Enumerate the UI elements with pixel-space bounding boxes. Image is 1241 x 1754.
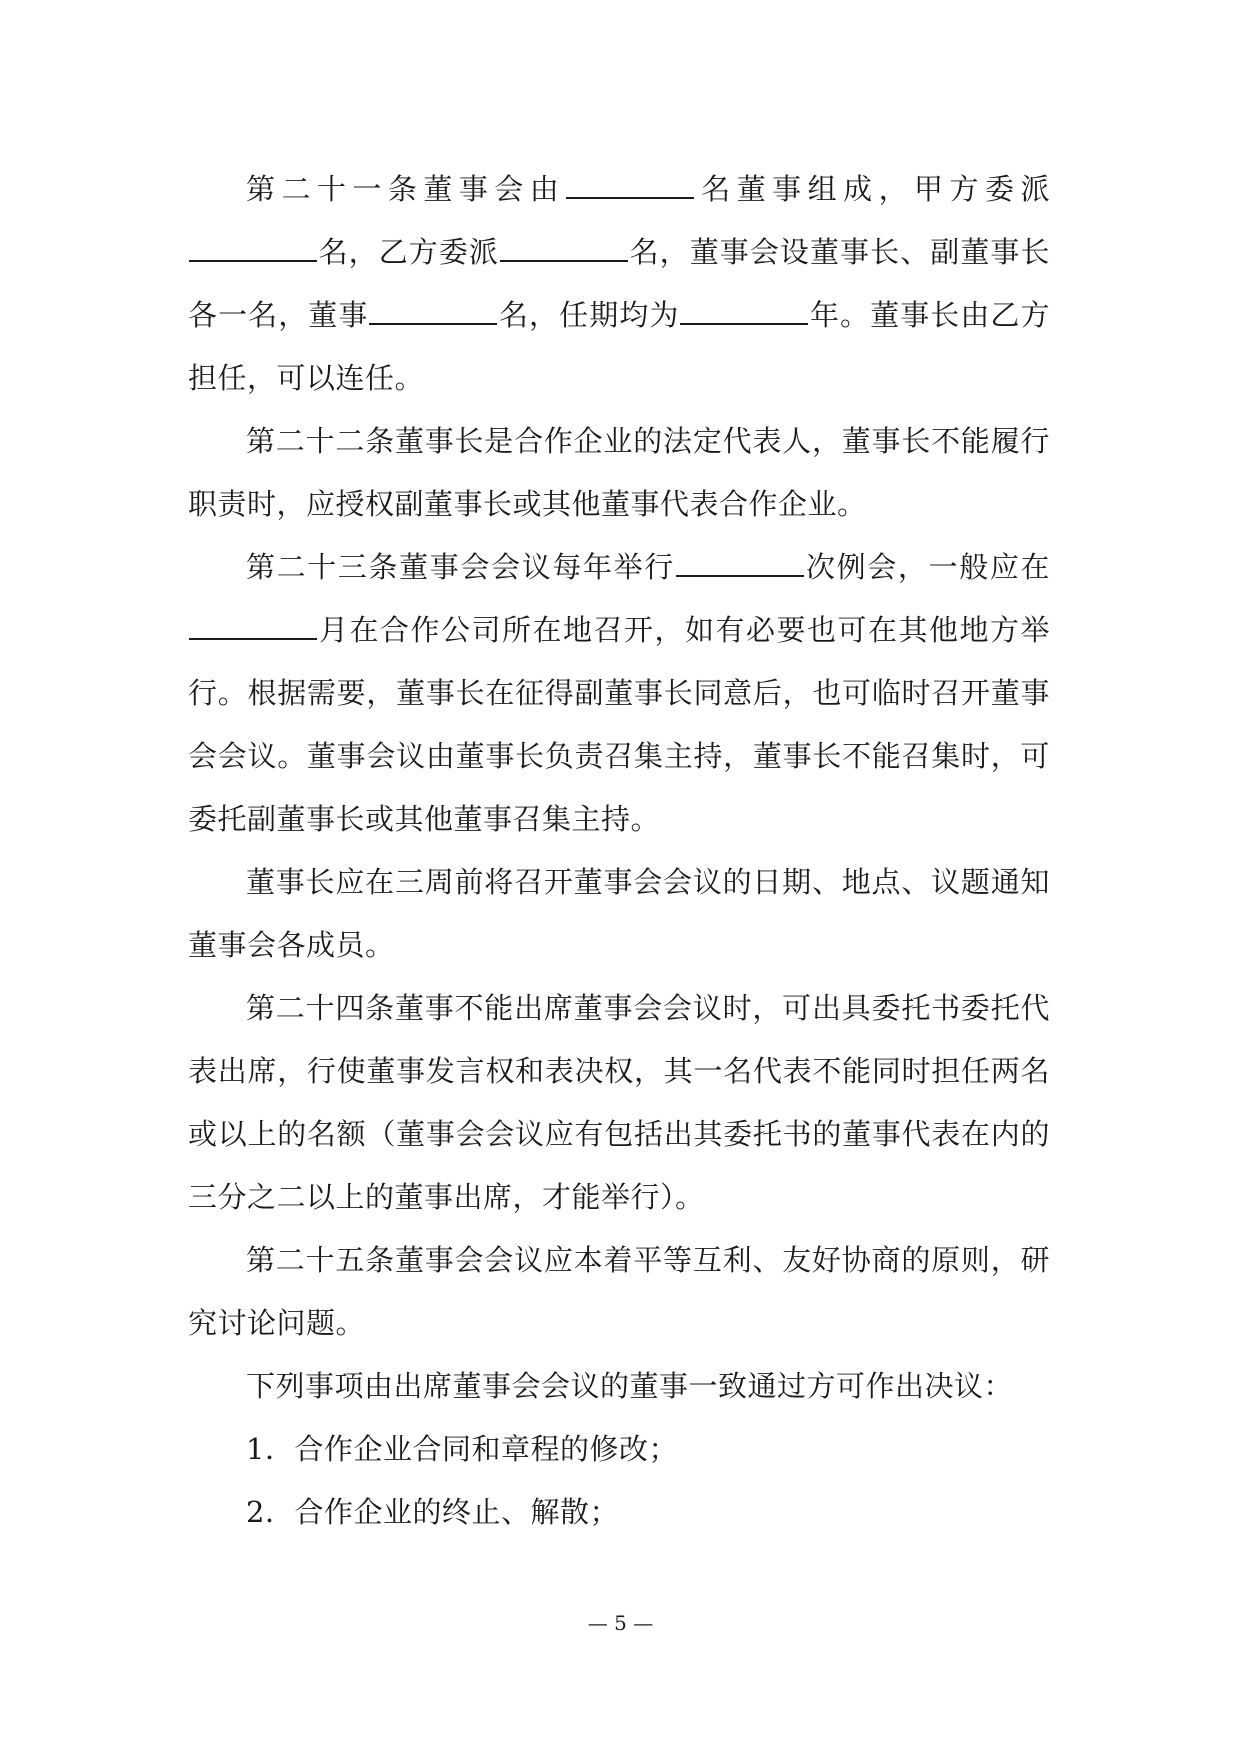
blank-field-board-size <box>566 169 694 199</box>
article-21-paragraph <box>188 158 1050 410</box>
article-21-text-6: 年。董事长由乙方担任，可以连任。 <box>188 298 1050 395</box>
article-21-text-1: 第二十一条董事会由 <box>246 172 566 206</box>
article-23-text-3: 月在合作公司所在地召开，如有必要也可在其他地方举行。根据需要，董事长在征得副董事长同意后，也可临时召开董事会会议。董事会议由董事长负责召集主持，董事长不能召集时，可委托副董事长或其他董事召集主持。 <box>188 613 1050 836</box>
article-21-text-3: 名，乙方委派 <box>318 235 499 269</box>
article-21-text-2: 名董事组成，甲方委派 <box>695 172 1050 206</box>
page-number: — 5 — <box>587 1611 654 1635</box>
document-body <box>188 158 1050 1544</box>
article-23-text-1: 第二十三条董事会会议每年举行 <box>246 550 675 584</box>
blank-field-meetings-per-year <box>676 547 804 577</box>
blank-field-director-count <box>369 295 497 325</box>
list-item-1: 1．合作企业合同和章程的修改； <box>246 1432 678 1466</box>
article-23-paragraph <box>188 536 1050 851</box>
article-21-text-4: 名，董事会设董事长、副董事长各一名，董事 <box>188 235 1050 332</box>
article-23-text-2: 次例会，一般应在 <box>804 550 1050 584</box>
unanimous-matters-paragraph: 下列事项由出席董事会会议的董事一致通过方可作出决议： <box>246 1369 1014 1403</box>
article-22-paragraph: 第二十二条董事长是合作企业的法定代表人，董事长不能履行职责时，应授权副董事长或其他董事代表合作企业。 <box>188 424 1050 521</box>
article-24-paragraph: 第二十四条董事不能出席董事会会议时，可出具委托书委托代表出席，行使董事发言权和表决权，其一名代表不能同时担任两名或以上的名额（董事会会议应有包括出其委托书的董事代表在内的三分之二以上的董事出席，才能举行）。 <box>188 991 1050 1214</box>
blank-field-party-a-directors <box>189 232 317 262</box>
blank-field-party-b-directors <box>500 232 628 262</box>
article-21-text-5: 名，任期均为 <box>498 298 680 332</box>
notice-paragraph: 董事长应在三周前将召开董事会会议的日期、地点、议题通知董事会各成员。 <box>188 865 1050 962</box>
blank-field-term-years <box>680 295 808 325</box>
article-25-paragraph: 第二十五条董事会会议应本着平等互利、友好协商的原则，研究讨论问题。 <box>188 1243 1050 1340</box>
list-item-2: 2．合作企业的终止、解散； <box>246 1495 619 1529</box>
blank-field-meeting-month <box>189 610 317 640</box>
